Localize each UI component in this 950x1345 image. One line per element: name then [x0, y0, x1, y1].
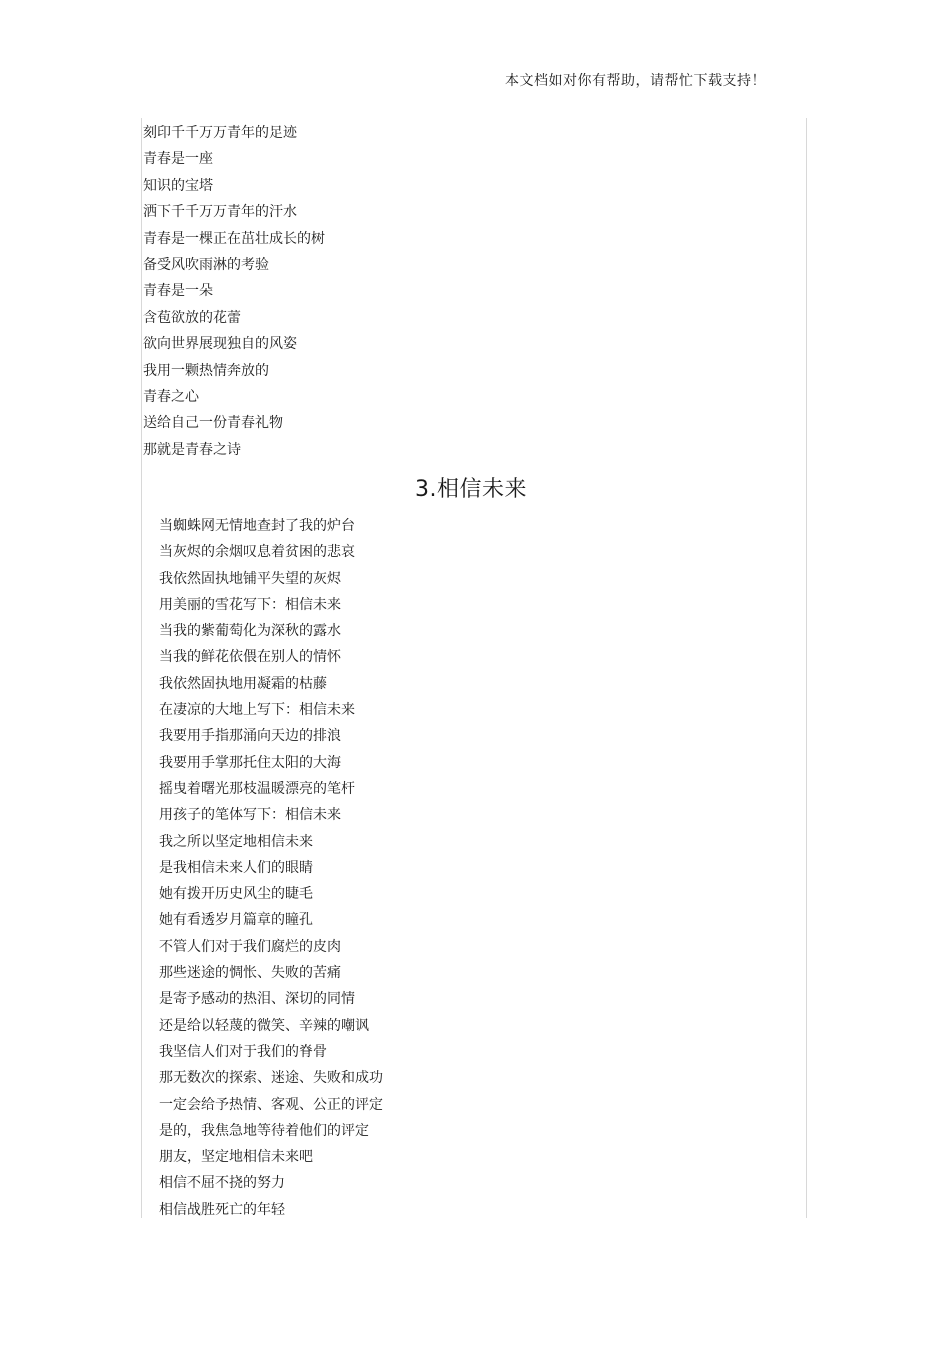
poem-line: 还是给以轻蔑的微笑、辛辣的嘲讽 [159, 1017, 369, 1034]
poem-believe-in-future [159, 513, 383, 1223]
poem-line: 那无数次的探索、迷途、失败和成功 [159, 1070, 383, 1087]
poem-line: 我要用手指那涌向天边的排浪 [159, 728, 341, 745]
poem-line: 是我相信未来人们的眼睛 [159, 859, 313, 876]
poem-continued-stanza [143, 120, 325, 463]
poem-line: 那些迷途的惆怅、失败的苦痛 [159, 965, 341, 982]
poem-line: 欲向世界展现独自的风姿 [143, 336, 297, 353]
poem-line: 当我的鲜花依偎在别人的情怀 [159, 649, 341, 666]
poem-line: 含苞欲放的花蕾 [143, 309, 241, 326]
poem-line: 我坚信人们对于我们的脊骨 [159, 1043, 327, 1060]
poem-line: 备受风吹雨淋的考验 [143, 256, 269, 273]
poem-line: 她有看透岁月篇章的瞳孔 [159, 912, 313, 929]
poem-line: 我要用手掌那托住太阳的大海 [159, 754, 341, 771]
poem-line: 是寄予感动的热泪、深切的同情 [159, 991, 355, 1008]
poem-line: 用孩子的笔体写下：相信未来 [159, 807, 341, 824]
poem-line: 青春是一朵 [143, 283, 213, 300]
section-title: 3.相信未来 [415, 477, 527, 502]
poem-line: 当我的紫葡萄化为深秋的露水 [159, 623, 341, 640]
poem-line: 当蜘蛛网无情地查封了我的炉台 [159, 518, 355, 534]
poem-line: 是的，我焦急地等待着他们的评定 [159, 1122, 369, 1139]
download-support-note: 本文档如对你有帮助，请帮忙下载支持！ [505, 73, 766, 89]
poem-line: 朋友，坚定地相信未来吧 [159, 1149, 313, 1166]
poem-line: 那就是青春之诗 [143, 441, 241, 458]
poem-line: 当灰烬的余烟叹息着贫困的悲哀 [159, 544, 355, 561]
poem-line: 青春之心 [143, 388, 199, 405]
poem-line: 在凄凉的大地上写下：相信未来 [159, 702, 355, 719]
poem-line: 她有拨开历史风尘的睫毛 [159, 886, 313, 903]
poem-line: 青春是一棵正在茁壮成长的树 [143, 230, 325, 247]
poem-line: 相信不屈不挠的努力 [159, 1175, 285, 1192]
poem-line: 知识的宝塔 [143, 177, 213, 194]
poem-line: 用美丽的雪花写下：相信未来 [159, 596, 341, 613]
poem-line: 一定会给予热情、客观、公正的评定 [159, 1096, 383, 1113]
poem-line: 摇曳着曙光那枝温暖漂亮的笔杆 [159, 780, 355, 797]
poem-line: 送给自己一份青春礼物 [143, 415, 283, 432]
poem-line: 我依然固执地用凝霜的枯藤 [159, 675, 327, 692]
poem-line: 我依然固执地铺平失望的灰烬 [159, 570, 341, 587]
poem-line: 刻印千千万万青年的足迹 [143, 125, 297, 141]
poem-line: 相信战胜死亡的年轻 [159, 1201, 285, 1218]
poem-line: 我用一颗热情奔放的 [143, 362, 269, 379]
poem-line: 青春是一座 [143, 151, 213, 168]
poem-line: 洒下千千万万青年的汗水 [143, 204, 297, 221]
poem-line: 我之所以坚定地相信未来 [159, 833, 313, 850]
poem-line: 不管人们对于我们腐烂的皮肉 [159, 938, 341, 955]
